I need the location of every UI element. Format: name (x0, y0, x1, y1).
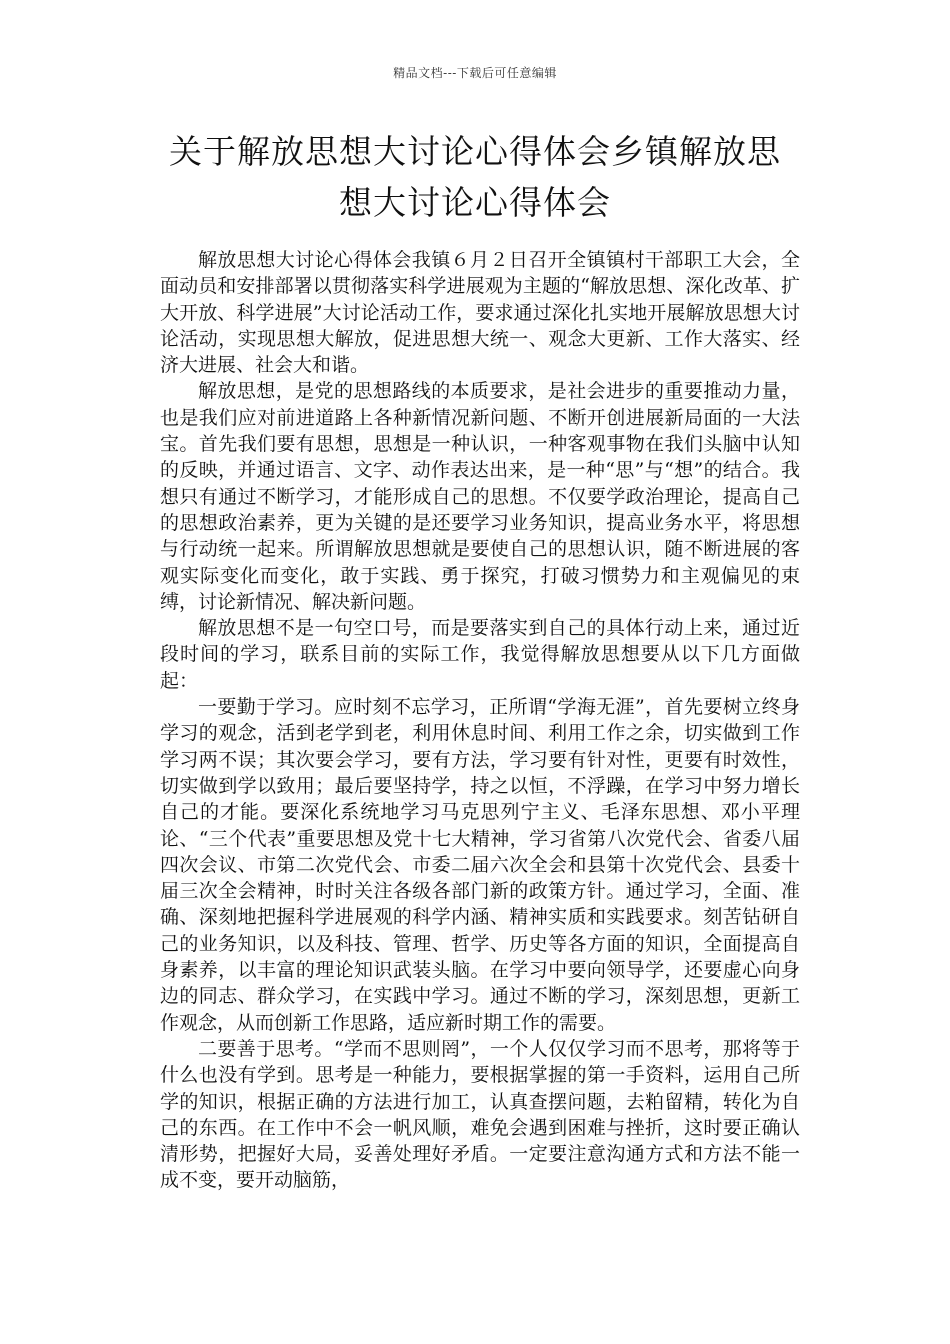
document-title (130, 126, 820, 228)
paragraph-1: 解放思想大讨论心得体会我镇６月２日召开全镇镇村干部职工大会，全面动员和安排部署以贯彻落实科学进展观为主题的“解放思想、深化改革、扩大开放、科学进展”大讨论活动工作，要求通过深化扎实地开展解放思想大讨论活动，实现思想大解放，促进思想大统一、观念大更新、工作大落实、经济大进展、社会大和谐。 (160, 249, 800, 377)
paragraph-2: 解放思想，是党的思想路线的本质要求，是社会进步的重要推动力量，也是我们应对前进道路上各种新情况新问题、不断开创进展新局面的一大法宝。首先我们要有思想，思想是一种认识，一种客观事物在我们头脑中认知的反映，并通过语言、文字、动作表达出来，是一种“思”与“想”的结合。我想只有通过不断学习，才能形成自己的思想。不仅要学政治理论，提高自己的思想政治素养，更为关键的是还要学习业务知识，提高业务水平，将思想与行动统一起来。所谓解放思想就是要使自己的思想认识，随不断进展的客观实际变化而变化，敢于实践、勇于探究，打破习惯势力和主观偏见的束缚，讨论新情况、解决新问题。 (160, 380, 800, 613)
title-line-1: 关于解放思想大讨论心得体会乡镇解放思 (169, 132, 781, 171)
paragraph-4: 一要勤于学习。应时刻不忘学习，正所谓“学海无涯”，首先要树立终身学习的观念，活到老学到老，利用休息时间、利用工作之余，切实做到工作学习两不误；其次要会学习，要有方法，学习要有针对性，更要有时效性，切实做到学以致用；最后要坚持学，持之以恒，不浮躁，在学习中努力增长自己的才能。要深化系统地学习马克思列宁主义、毛泽东思想、邓小平理论、“三个代表”重要思想及党十七大精神，学习省第八次党代会、省委八届四次会议、市第二次党代会、市委二届六次全会和县第十次党代会、县委十届三次全会精神，时时关注各级各部门新的政策方针。通过学习，全面、准确、深刻地把握科学进展观的科学内涵、精神实质和实践要求。刻苦钻研自己的业务知识，以及科技、管理、哲学、历史等各方面的知识，全面提高自身素养，以丰富的理论知识武装头脑。在学习中要向领导学，还要虚心向身边的同志、群众学习，在实践中学习。通过不断的学习，深刻思想，更新工作观念，从而创新工作思路，适应新时期工作的需要。 (160, 696, 800, 1034)
paragraph-5: 二要善于思考。“学而不思则罔”，一个人仅仅学习而不思考，那将等于什么也没有学到。思考是一种能力，要根据掌握的第一手资料，运用自己所学的知识，根据正确的方法进行加工，认真查摆问题，去粕留精，转化为自己的东西。在工作中不会一帆风顺，难免会遇到困难与挫折，这时要正确认清形势，把握好大局，妥善处理好矛盾。一定要注意沟通方式和方法不能一成不变，要开动脑筋， (160, 1037, 800, 1192)
paragraph-3: 解放思想不是一句空口号，而是要落实到自己的具体行动上来，通过近段时间的学习，联系目前的实际工作，我觉得解放思想要从以下几方面做起： (160, 617, 800, 692)
document-body (160, 247, 800, 1194)
header-note: 精品文档---下载后可任意编辑 (393, 66, 557, 80)
title-line-2: 想大讨论心得体会 (339, 183, 611, 222)
